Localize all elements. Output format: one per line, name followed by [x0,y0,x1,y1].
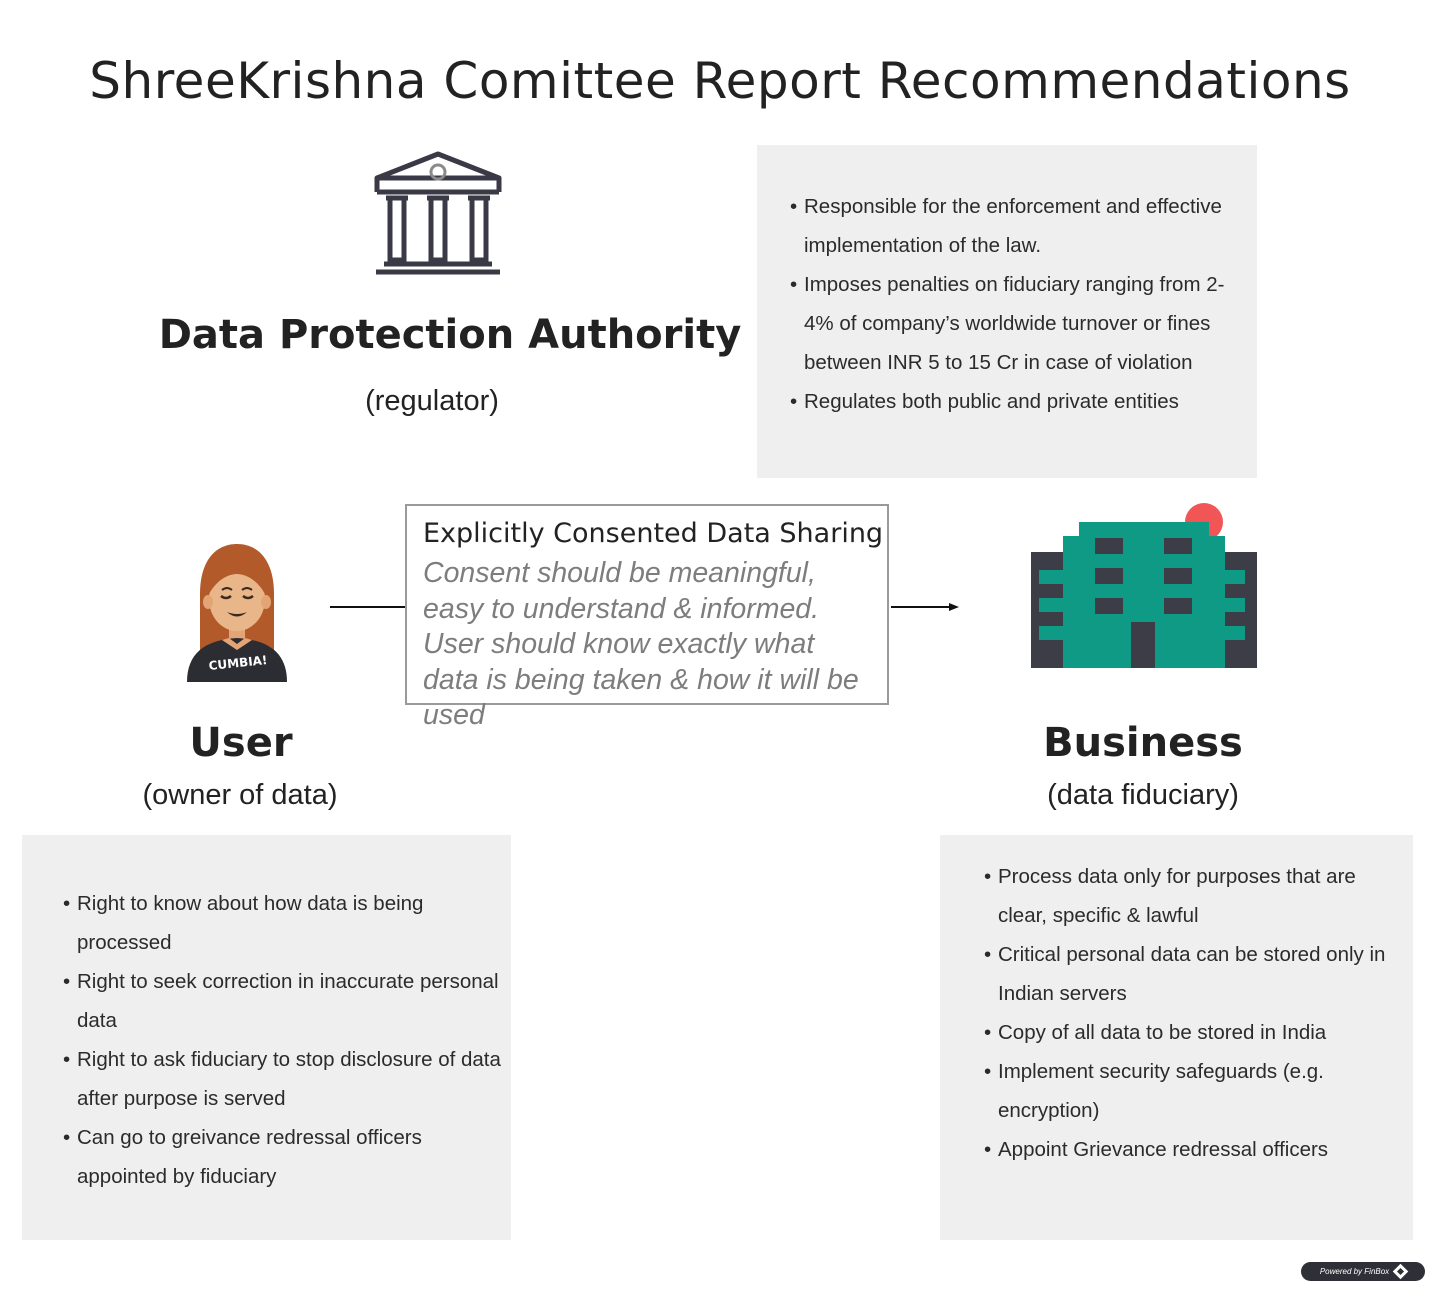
list-item: • Right to seek correction in inaccurate personal data [63,962,503,1040]
user-panel [22,835,511,1240]
list-item: • Critical personal data can be stored only in Indian servers [984,935,1404,1013]
user-avatar-icon [186,542,288,684]
list-item: • Regulates both public and private entities [790,382,1245,421]
authority-points [790,187,1245,421]
finbox-logo-icon [1393,1264,1409,1280]
user-role: (owner of data) [142,779,338,811]
consent-box [405,504,889,731]
page-title: ShreeKrishna Comittee Report Recommendations [89,52,1351,110]
bank-building-icon [374,150,502,278]
list-item: • Copy of all data to be stored in India [984,1013,1404,1052]
connector-line [330,606,405,608]
list-item: • Right to ask fiduciary to stop disclosure of data after purpose is served [63,1040,503,1118]
list-item: • Appoint Grievance redressal officers [984,1130,1404,1169]
shirt-text: CUMBIA! [207,652,269,674]
authority-role: (regulator) [365,385,499,417]
consent-title: Explicitly Consented Data Sharing [423,518,884,549]
list-item: • Implement security safeguards (e.g. encryption) [984,1052,1404,1130]
user-name: User [189,720,293,766]
user-points [63,884,503,1196]
business-name: Business [1043,720,1243,766]
list-item: • Right to know about how data is being processed [63,884,503,962]
consent-body: Consent should be meaningful, easy to understand & informed. User should know exactly what data is being taken & how it will be used [423,557,859,731]
list-item: • Responsible for the enforcement and effective implementation of the law. [790,187,1245,265]
authority-name: Data Protection Authority [158,312,742,358]
list-item: • Process data only for purposes that are clear, specific & lawful [984,857,1404,935]
business-panel [940,835,1413,1240]
arrow-right-icon [891,597,961,617]
badge-label: Powered by FinBox [1319,1267,1390,1276]
business-role: (data fiduciary) [1047,779,1239,811]
authority-panel [757,145,1257,478]
list-item: • Can go to greivance redressal officers appointed by fiduciary [63,1118,503,1196]
office-building-icon [1030,500,1258,670]
business-points [984,857,1404,1169]
list-item: • Imposes penalties on fiduciary ranging from 2-4% of company’s worldwide turnover or fines between INR 5 to 15 Cr in case of violation [790,265,1245,382]
powered-by-badge[interactable] [1301,1262,1425,1281]
